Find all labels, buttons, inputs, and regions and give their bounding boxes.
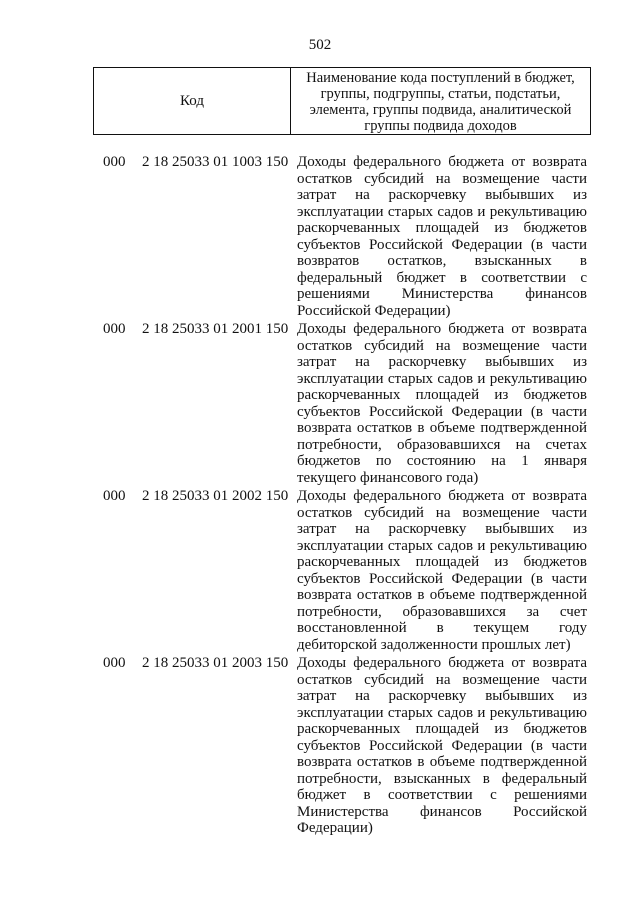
admin-code: 000 (103, 655, 126, 671)
income-code: 2 18 25033 01 2001 150 (142, 321, 289, 337)
admin-code: 000 (103, 154, 126, 170)
income-code: 2 18 25033 01 2003 150 (142, 655, 289, 671)
page-number: 502 (308, 37, 332, 53)
income-code: 2 18 25033 01 1003 150 (142, 154, 289, 170)
income-description: Доходы федерального бюджета от возврата остатков субсидий на возмещение части затрат на раскорчевку выбывших из эксплуатации старых садов и рекультивацию раскорчеванных площадей из бюджетов субъектов Российской Федерации (в части возврата остатков в объеме подтвержденной потребности, образовавшихся за счет восстановленной в текущем году дебиторской задолженности прошлых лет) (297, 488, 587, 653)
table-header (93, 67, 591, 135)
header-code-cell: Код (94, 68, 291, 134)
income-description: Доходы федерального бюджета от возврата остатков субсидий на возмещение части затрат на раскорчевку выбывших из эксплуатации старых садов и рекультивацию раскорчеванных площадей из бюджетов субъектов Российской Федерации (в части возврата остатков в объеме подтвержденной потребности, взысканных в федеральный бюджет в соответствии с решениями Министерства финансов Российской Федерации) (297, 655, 587, 836)
income-description: Доходы федерального бюджета от возврата остатков субсидий на возмещение части затрат на раскорчевку выбывших из эксплуатации старых садов и рекультивацию раскорчеванных площадей из бюджетов субъектов Российской Федерации (в части возврата остатков в объеме подтвержденной потребности, образовавшихся на счетах бюджетов по состоянию на 1 января текущего финансового года) (297, 321, 587, 486)
admin-code: 000 (103, 488, 126, 504)
admin-code: 000 (103, 321, 126, 337)
header-name-cell: Наименование кода поступлений в бюджет, группы, подгруппы, статьи, подстатьи, элемента, группы подвида, аналитической группы подвида доходов (306, 70, 575, 134)
income-description: Доходы федерального бюджета от возврата остатков субсидий на возмещение части затрат на раскорчевку выбывших из эксплуатации старых садов и рекультивацию раскорчеванных площадей из бюджетов субъектов Российской Федерации (в части возвратов остатков, взысканных в федеральный бюджет в соответствии с решениями Министерства финансов Российской Федерации) (297, 154, 587, 319)
income-code: 2 18 25033 01 2002 150 (142, 488, 289, 504)
